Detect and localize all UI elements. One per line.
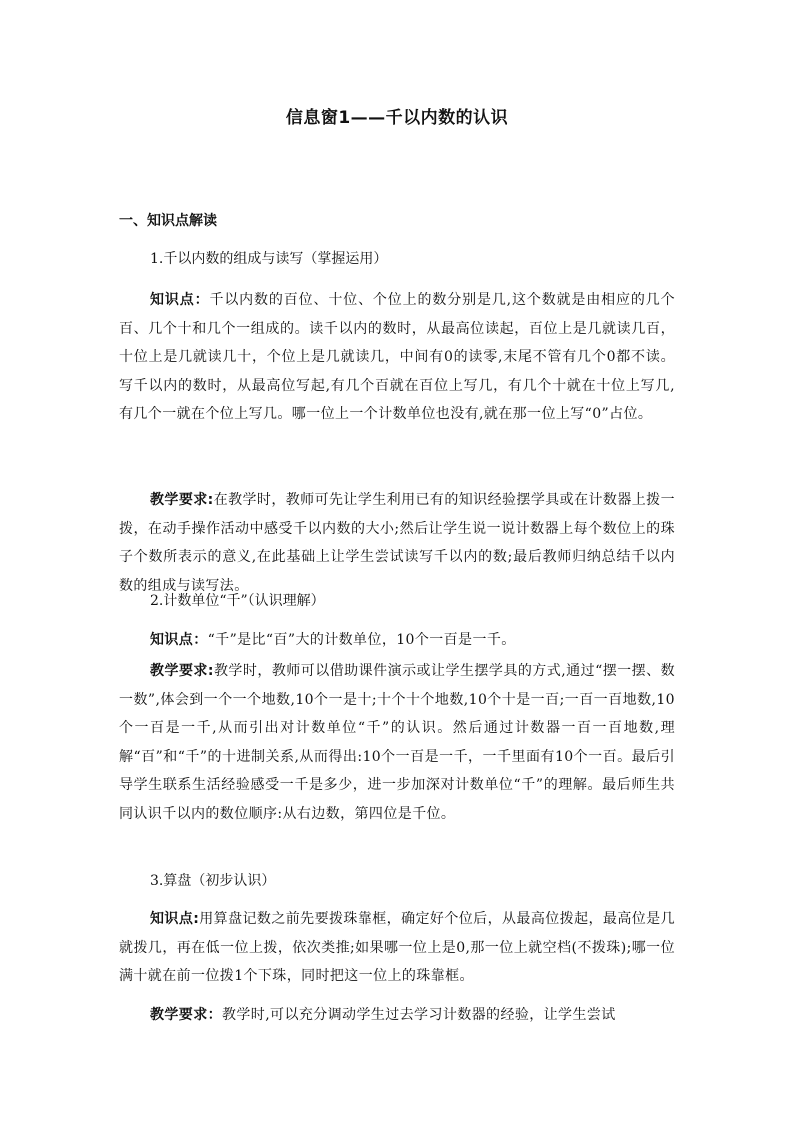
knowledge-paragraph-2: [119, 626, 675, 655]
knowledge-text: 用算盘记数之前先要拨珠靠框，确定好个位后，从最高位拨起，最高位是几就拨几，再在低一位上拨，依次类推;如果哪一位上是0,那一位上就空档(不拨珠);哪一位满十就在前一位拨1个下珠，同时把这一位上的珠靠框。: [119, 911, 675, 984]
teaching-paragraph-1: [119, 486, 675, 600]
knowledge-label: 知识点：: [150, 292, 210, 308]
document-title: 信息窗1——千以内数的认识: [285, 108, 509, 128]
knowledge-text: “千”是比“百”大的计数单位，10个一百是一千。: [207, 632, 516, 648]
teaching-text: 在教学时，教师可先让学生利用已有的知识经验摆学具或在计数器上拨一拨，在动手操作活动中感受千以内数的大小;然后让学生说一说计数器上每个数位上的珠子个数所表示的意义,在此基础上让学生尝试读写千以内的数;最后教师归纳总结千以内数的组成与读写法。: [119, 492, 675, 594]
teaching-text: 教学时,可以充分调动学生过去学习计数器的经验，让学生尝试: [222, 1007, 616, 1023]
subsection-heading-3: 3.算盘（初步认识）: [150, 873, 276, 889]
section-heading: 一、知识点解读: [119, 213, 217, 229]
teaching-label: 教学要求:: [150, 492, 214, 508]
subsection-heading-2: 2.计数单位“千”（认识理解）: [150, 593, 325, 609]
teaching-paragraph-2: [119, 657, 675, 828]
knowledge-paragraph-3: [119, 905, 675, 991]
teaching-paragraph-3: [119, 1001, 675, 1030]
knowledge-label: 知识点:: [150, 911, 200, 927]
teaching-label: 教学要求:: [150, 663, 214, 679]
teaching-text: 教学时，教师可以借助课件演示或让学生摆学具的方式,通过“摆一摆、数一数”,体会到一个一个地数,10个一是十;十个十个地数,10个十是一百;一百一百地数,10个一百是一千,从而引出对计数单位“千”的认识。然后通过计数器一百一百地数,理解“百”和“千”的十进制关系,从而得出:10个一百是一千，一千里面有10个一百。最后引导学生联系生活经验感受一千是多少，进一步加深对计数单位“千”的理解。最后师生共同认识千以内的数位顺序:从右边数，第四位是千位。: [119, 663, 675, 822]
knowledge-text: 千以内数的百位、十位、个位上的数分别是几,这个数就是由相应的几个百、几个十和几个一组成的。读千以内的数时，从最高位读起，百位上是几就读几百，十位上是几就读几十，个位上是几就读几，中间有0的读零,末尾不管有几个0都不读。写千以内的数时，从最高位写起,有几个百就在百位上写几，有几个十就在十位上写几,有几个一就在个位上写几。哪一位上一个计数单位也没有,就在那一位上写“0”占位。: [119, 292, 675, 422]
subsection-heading-1: 1.千以内数的组成与读写（掌握运用）: [150, 251, 388, 267]
knowledge-paragraph-1: [119, 286, 675, 429]
teaching-label: 教学要求：: [150, 1007, 222, 1023]
knowledge-label: 知识点：: [150, 632, 208, 648]
